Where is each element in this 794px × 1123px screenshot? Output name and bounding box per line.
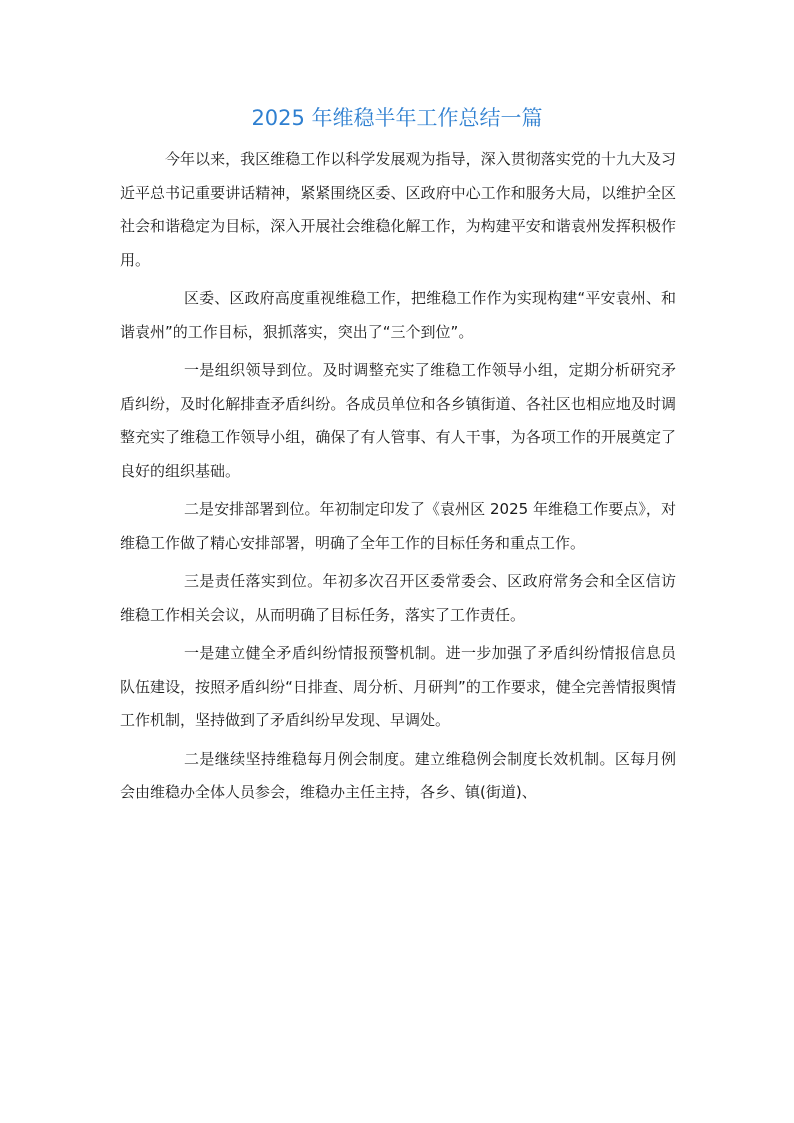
document-body bbox=[120, 143, 676, 815]
paragraph-organization-leadership: 一是组织领导到位。及时调整充实了维稳工作领导小组，定期分析研究矛盾纠纷，及时化解排查矛盾纠纷。各成员单位和各乡镇街道、各社区也相应地及时调整充实了维稳工作领导小组，确保了有人管事、有人干事，为各项工作的开展奠定了良好的组织基础。 bbox=[120, 361, 676, 480]
paragraph-three-in-place: 区委、区政府高度重视维稳工作，把维稳工作作为实现构建“平安袁州、和谐袁州”的工作目标，狠抓落实，突出了“三个到位”。 bbox=[120, 289, 676, 341]
paragraph-warning-mechanism: 一是建立健全矛盾纠纷情报预警机制。进一步加强了矛盾纠纷情报信息员队伍建设，按照矛盾纠纷“日排查、周分析、月研判”的工作要求，健全完善情报舆情工作机制，坚持做到了矛盾纠纷早发现、早调处。 bbox=[120, 644, 676, 729]
paragraph-deployment: 二是安排部署到位。年初制定印发了《袁州区 2025 年维稳工作要点》，对维稳工作做了精心安排部署，明确了全年工作的目标任务和重点工作。 bbox=[120, 500, 676, 552]
paragraph-responsibility: 三是责任落实到位。年初多次召开区委常委会、区政府常务会和全区信访维稳工作相关会议，从而明确了目标任务，落实了工作责任。 bbox=[120, 572, 676, 624]
paragraph-monthly-meeting: 二是继续坚持维稳每月例会制度。建立维稳例会制度长效机制。区每月例会由维稳办全体人员参会，维稳办主任主持，各乡、镇(街道)、 bbox=[120, 749, 676, 801]
paragraph-intro: 今年以来，我区维稳工作以科学发展观为指导，深入贯彻落实党的十九大及习近平总书记重要讲话精神，紧紧围绕区委、区政府中心工作和服务大局，以维护全区社会和谐稳定为目标，深入开展社会维稳化解工作，为构建平安和谐袁州发挥积极作用。 bbox=[120, 150, 676, 269]
document-title: 2025 年维稳半年工作总结一篇 bbox=[251, 106, 543, 130]
